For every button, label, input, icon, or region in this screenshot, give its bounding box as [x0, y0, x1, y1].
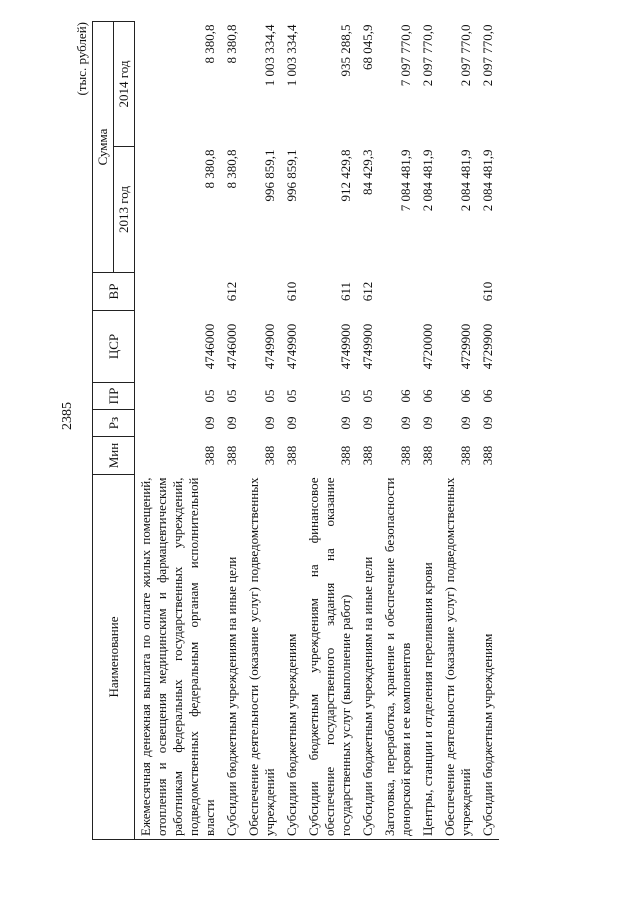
row-min: 388 — [338, 445, 353, 466]
row-vr: 611 — [338, 281, 353, 302]
row-amount-2013: 8 380,8 — [224, 149, 239, 189]
row-min: 388 — [284, 445, 299, 466]
row-rz: 09 — [458, 416, 473, 430]
header-2013: 2013 год — [114, 147, 135, 273]
row-pr: 06 — [398, 389, 413, 403]
row-amount-2014: 1 003 334,4 — [262, 24, 277, 87]
row-csr: 4749900 — [262, 323, 277, 370]
row-name: Субсидии бюджетным учреждениям на иные цели — [221, 475, 243, 840]
row-amount-2014: 68 045,9 — [360, 24, 375, 70]
row-amount-2014: 2 097 770,0 — [420, 24, 435, 87]
table-row — [417, 22, 439, 840]
row-pr: 06 — [458, 389, 473, 403]
row-amount-2014: 2 097 770,0 — [480, 24, 495, 87]
table-row — [357, 22, 379, 840]
row-pr: 06 — [480, 389, 495, 403]
header-vr: ВР — [93, 273, 135, 311]
row-amount-2013: 2 084 481,9 — [420, 149, 435, 212]
row-min: 388 — [360, 445, 375, 466]
row-min: 388 — [458, 445, 473, 466]
row-name: Ежемесячная денежная выплата по оплате жилых помещений, отопления и освещения медицинским и фармацевтическим работникам федеральных государственных учреждений, подведомственных федеральным органам исполнительной власти — [135, 475, 222, 840]
row-name: Заготовка, переработка, хранение и обеспечение безопасности донорской крови и ее компонентов — [379, 475, 417, 840]
row-amount-2013: 996 859,1 — [262, 149, 277, 202]
header-pr: ПР — [93, 383, 135, 410]
row-min: 388 — [398, 445, 413, 466]
row-amount-2014: 8 380,8 — [202, 24, 217, 64]
row-vr — [135, 273, 222, 311]
row-vr: 612 — [360, 281, 375, 302]
row-csr: 4749900 — [360, 323, 375, 370]
page-number: 2385 — [60, 402, 75, 430]
table-row — [303, 22, 357, 840]
row-min: 388 — [202, 445, 217, 466]
row-name: Обеспечение деятельности (оказание услуг) подведомственных учреждений — [243, 475, 281, 840]
row-amount-2013: 2 084 481,9 — [480, 149, 495, 212]
row-amount-2013: 84 429,3 — [360, 149, 375, 195]
row-amount-2013: 7 084 481,9 — [398, 149, 413, 212]
row-name: Центры, станции и отделения переливания крови — [417, 475, 439, 840]
row-vr — [417, 273, 439, 311]
header-csr: ЦСР — [93, 311, 135, 383]
header-2014: 2014 год — [114, 22, 135, 147]
row-rz: 09 — [398, 416, 413, 430]
table-row — [135, 22, 222, 840]
row-name: Субсидии бюджетным учреждениям на иные цели — [357, 475, 379, 840]
row-csr: 4749900 — [338, 323, 353, 370]
row-pr: 05 — [338, 389, 353, 403]
row-name: Субсидии бюджетным учреждениям — [477, 475, 499, 840]
header-min: Мин — [93, 437, 135, 475]
row-amount-2014: 7 097 770,0 — [398, 24, 413, 87]
row-amount-2013: 912 429,8 — [338, 149, 353, 202]
header-sum: Сумма — [93, 22, 114, 273]
table-row — [221, 22, 243, 840]
row-rz: 09 — [262, 416, 277, 430]
row-rz: 09 — [202, 416, 217, 430]
row-min: 388 — [262, 445, 277, 466]
row-min: 388 — [420, 445, 435, 466]
row-csr — [379, 311, 417, 383]
row-amount-2013: 8 380,8 — [202, 149, 217, 189]
row-name: Обеспечение деятельности (оказание услуг) подведомственных учреждений — [439, 475, 477, 840]
row-name: Субсидии бюджетным учреждениям на финансовое обеспечение государственного задания на оказание государственных услуг (выполнение работ) — [303, 475, 357, 840]
row-csr: 4729900 — [458, 323, 473, 370]
row-vr: 610 — [284, 281, 299, 302]
row-rz: 09 — [420, 416, 435, 430]
row-rz: 09 — [224, 416, 239, 430]
row-vr: 610 — [480, 281, 495, 302]
row-pr: 05 — [262, 389, 277, 403]
row-rz: 09 — [360, 416, 375, 430]
row-csr: 4729900 — [480, 323, 495, 370]
table-row — [477, 22, 499, 840]
row-amount-2014: 2 097 770,0 — [458, 24, 473, 87]
table-row — [281, 22, 303, 840]
row-amount-2013: 996 859,1 — [284, 149, 299, 202]
header-row — [93, 22, 114, 840]
row-amount-2013: 2 084 481,9 — [458, 149, 473, 212]
row-rz: 09 — [284, 416, 299, 430]
row-pr: 05 — [224, 389, 239, 403]
row-csr: 4746000 — [224, 323, 239, 370]
row-vr — [243, 273, 281, 311]
row-name: Субсидии бюджетным учреждениям — [281, 475, 303, 840]
header-name: Наименование — [93, 475, 135, 840]
row-csr: 4746000 — [202, 323, 217, 370]
row-vr: 612 — [224, 281, 239, 302]
row-rz: 09 — [338, 416, 353, 430]
table-row — [243, 22, 281, 840]
row-min: 388 — [480, 445, 495, 466]
row-csr: 4720000 — [420, 323, 435, 370]
row-csr: 4749900 — [284, 323, 299, 370]
row-min: 388 — [224, 445, 239, 466]
table-row — [379, 22, 417, 840]
row-rz: 09 — [480, 416, 495, 430]
row-amount-2014: 935 288,5 — [338, 24, 353, 77]
budget-table — [92, 21, 499, 840]
table-row — [439, 22, 477, 840]
header-rz: Рз — [93, 410, 135, 437]
row-pr: 05 — [360, 389, 375, 403]
row-pr: 05 — [284, 389, 299, 403]
row-amount-2014: 1 003 334,4 — [284, 24, 299, 87]
row-pr: 06 — [420, 389, 435, 403]
rotated-page — [52, 20, 572, 840]
units-note: (тыс. рублей) — [74, 22, 89, 96]
row-vr — [379, 273, 417, 311]
row-vr — [439, 273, 477, 311]
row-pr: 05 — [202, 389, 217, 403]
row-amount-2014: 8 380,8 — [224, 24, 239, 64]
